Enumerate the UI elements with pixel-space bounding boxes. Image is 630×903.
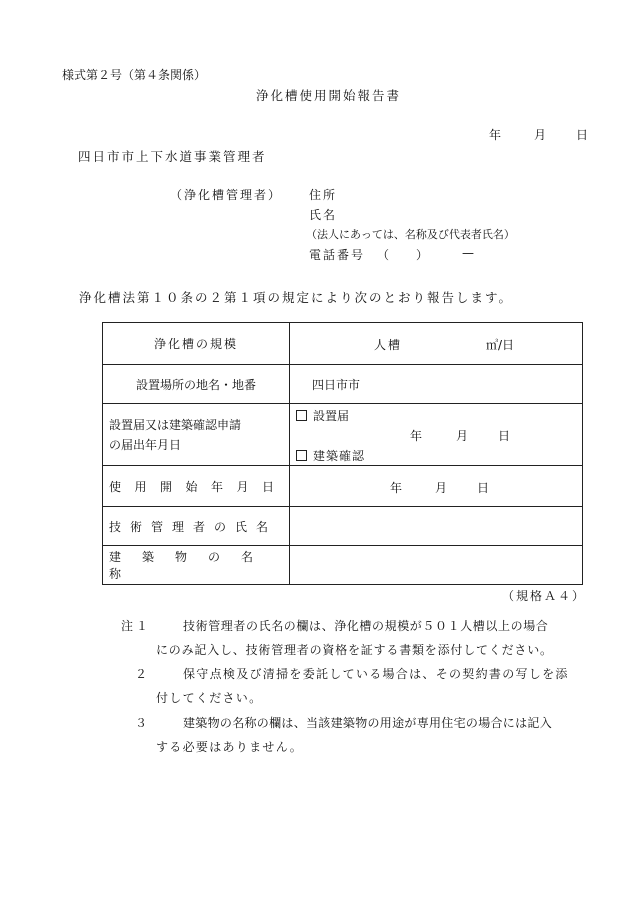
notice-label-line1: 設置届又は建築確認申請 [109, 417, 242, 432]
scale-label-cell [103, 323, 290, 365]
notice-label-cell [103, 404, 290, 466]
notice-year: 年 [410, 429, 423, 443]
scale-unit-people: 人槽 [374, 338, 403, 352]
location-label: 設置場所の地名・地番 [135, 377, 256, 392]
table-row [103, 466, 583, 507]
start-year: 年 [390, 481, 403, 495]
setup-checkbox[interactable] [296, 410, 307, 421]
scale-value-cell[interactable] [290, 323, 583, 365]
corporate-note: （法人にあっては、名称及び代表者氏名） [306, 228, 515, 241]
table-row [103, 404, 583, 466]
building-label: 建築物の名称 [109, 550, 275, 581]
location-value: 四日市市 [312, 377, 361, 392]
notice-label-line2: の届出年月日 [109, 437, 182, 452]
phone-label: 電話番号 [309, 248, 366, 262]
form-number: 様式第２号（第４条関係） [62, 68, 207, 82]
start-label: 使用開始年月日 [109, 479, 288, 494]
scale-label: 浄化槽の規模 [153, 337, 238, 351]
table-row [103, 546, 583, 585]
note2-line2: 付してください。 [156, 691, 263, 705]
note2-number: ２ [135, 667, 148, 681]
start-label-cell [103, 466, 290, 507]
note3-line2: する必要はありません。 [156, 740, 304, 754]
location-label-cell [103, 365, 290, 404]
note1-line2: にのみ記入し、技術管理者の資格を証する書類を添付してください。 [156, 643, 553, 657]
location-value-cell[interactable] [290, 365, 583, 404]
table-row [103, 365, 583, 404]
start-month: 月 [435, 481, 448, 495]
phone-dash: — [462, 246, 474, 260]
note1-line1: 技術管理者の氏名の欄は、浄化槽の規模が５０１人槽以上の場合 [183, 619, 549, 633]
applicant-role: （浄化槽管理者） [170, 188, 283, 202]
address-label: 住所 [309, 188, 338, 202]
tech-value-cell[interactable] [290, 507, 583, 546]
scale-unit-flow: ㎥/日 [486, 338, 515, 352]
date-day: 日 [576, 128, 589, 142]
building-check-checkbox[interactable] [296, 450, 307, 461]
phone-paren-open: （ [377, 248, 390, 262]
building-label-cell [103, 546, 290, 585]
start-value-cell[interactable] [290, 466, 583, 507]
intro-text: 浄化槽法第１０条の２第１項の規定により次のとおり報告します。 [79, 290, 514, 305]
table-row [103, 507, 583, 546]
building-value-cell[interactable] [290, 546, 583, 585]
date-year: 年 [489, 128, 502, 142]
note2-line1: 保守点検及び清掃を委託している場合は、その契約書の写しを添 [183, 667, 569, 681]
report-table [102, 322, 583, 585]
page-title: 浄化槽使用開始報告書 [256, 88, 402, 103]
name-label: 氏名 [309, 208, 338, 222]
date-month: 月 [534, 128, 547, 142]
setup-option-label: 設置届 [313, 409, 350, 423]
tech-label: 技術管理者の氏名 [109, 519, 278, 534]
notice-value-cell [290, 404, 583, 466]
notice-day: 日 [498, 429, 511, 443]
addressee: 四日市市上下水道事業管理者 [78, 149, 267, 164]
note1-number: 注１ [121, 619, 152, 633]
table-row [103, 323, 583, 365]
start-day: 日 [477, 481, 490, 495]
note3-line1: 建築物の名称の欄は、当該建築物の用途が専用住宅の場合には記入 [183, 716, 553, 730]
size-note: （規格Ａ４） [502, 589, 587, 603]
tech-label-cell [103, 507, 290, 546]
building-check-option-label: 建築確認 [313, 449, 366, 463]
notice-option-building[interactable] [296, 447, 365, 464]
notice-month: 月 [456, 429, 469, 443]
note3-number: ３ [135, 716, 148, 730]
notice-option-setup[interactable] [296, 407, 349, 424]
phone-paren-close: ） [416, 248, 429, 262]
